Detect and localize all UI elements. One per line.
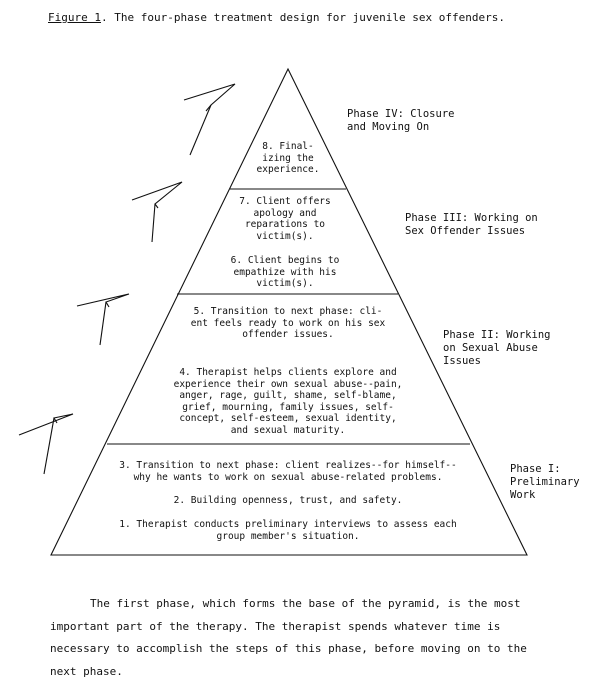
arrow-shaft-3	[152, 204, 155, 242]
step-3-text: 3. Transition to next phase: client realizes--for himself-- why he wants to work on sexual abuse-related problems.	[119, 460, 457, 483]
arrow-head-4	[184, 84, 235, 111]
phase-i-label: Phase I: Preliminary Work	[510, 463, 580, 501]
paragraph-line: important part of the therapy. The therapist spends whatever time is	[50, 619, 501, 633]
arrow-shaft-1	[44, 418, 54, 474]
step-2-text: 2. Building openness, trust, and safety.	[173, 495, 403, 506]
body-paragraph	[50, 593, 570, 683]
step-8-text: 8. Final- izing the experience.	[256, 141, 320, 176]
paragraph-line: necessary to accomplish the steps of this phase, before moving on to the	[50, 642, 527, 655]
step-5-text: 5. Transition to next phase: cli- ent feels ready to work on his sex offender issues.	[190, 306, 386, 341]
arrow-shaft-4	[190, 105, 211, 155]
arrow-head-1	[19, 414, 73, 435]
step-1-text: 1. Therapist conducts preliminary interviews to assess each group member's situation.	[119, 519, 457, 542]
figure-label: Figure 1	[48, 11, 101, 24]
figure-caption-text: . The four-phase treatment design for juvenile sex offenders.	[100, 11, 505, 24]
arrow-head-2	[77, 294, 129, 307]
step-7-text: 7. Client offers apology and reparations to victim(s).	[239, 196, 331, 242]
paragraph-line: The first phase, which forms the base of the pyramid, is the most	[90, 597, 521, 610]
arrow-head-3	[132, 182, 182, 208]
step-6-text: 6. Client begins to empathize with his victim(s).	[230, 255, 340, 290]
phase-iii-label: Phase III: Working on Sex Offender Issues	[405, 212, 538, 237]
arrow-shaft-2	[100, 302, 106, 345]
paragraph-line: next phase.	[50, 664, 123, 678]
phase-ii-label: Phase II: Working on Sexual Abuse Issues	[443, 329, 551, 367]
phase-iv-label: Phase IV: Closure and Moving On	[347, 108, 455, 133]
step-4-text: 4. Therapist helps clients explore and experience their own sexual abuse--pain, anger, rage, guilt, shame, self-blame, grief, mourning, family issues, self- concept, self-esteem, sexual identity, and sexual maturity.	[173, 367, 403, 436]
